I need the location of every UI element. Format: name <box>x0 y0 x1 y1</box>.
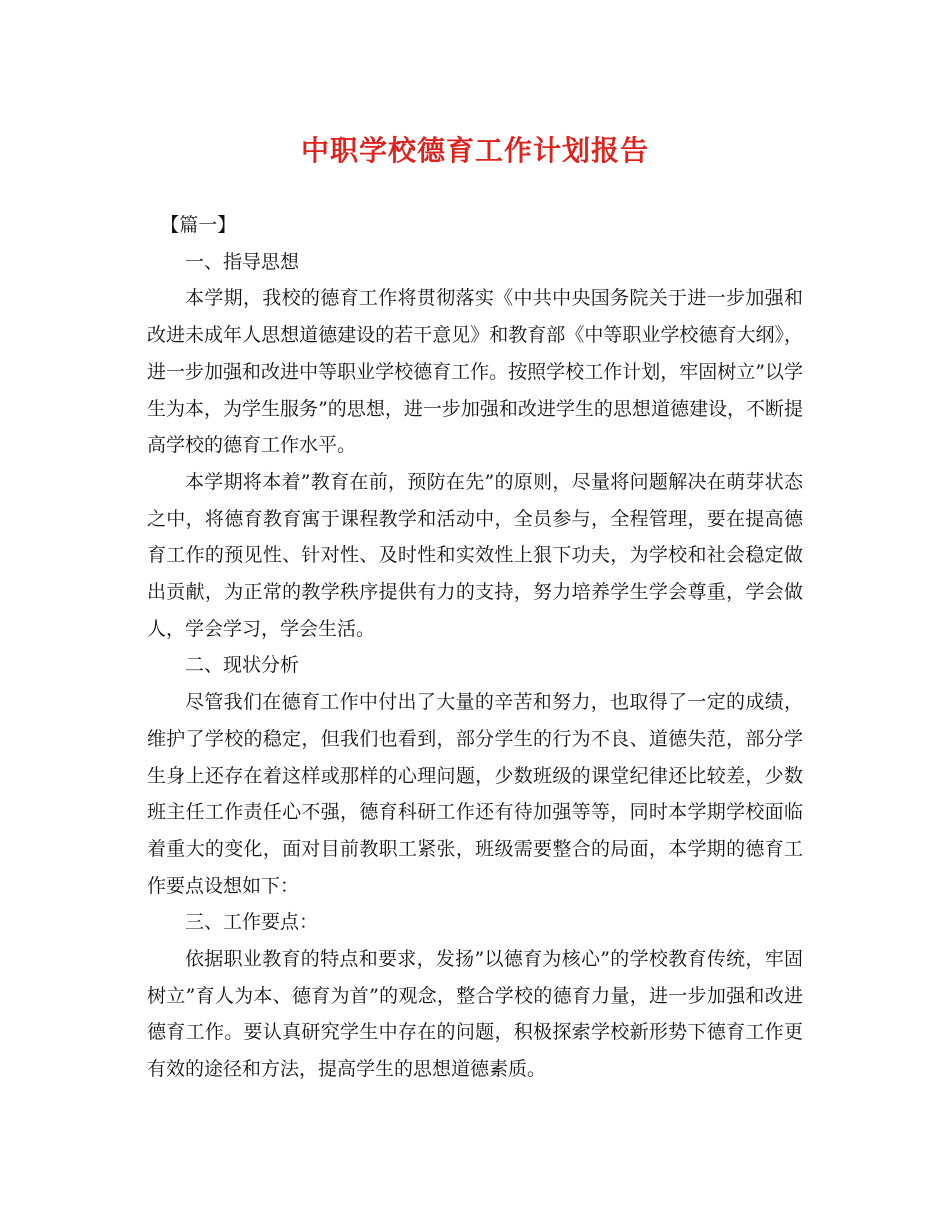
section-heading-status-analysis: 二、现状分析 <box>185 654 300 677</box>
paragraph: 依据职业教育的特点和要求，发扬”以德育为核心”的学校教育传统，牢固树立”育人为本、德育为首”的观念，整合学校的德育力量，进一步加强和改进德育工作。要认真研究学生中存在的问题，积极探索学校新形势下德育工作更有效的途径和方法，提高学生的思想道德素质。 <box>147 948 803 1081</box>
document-title: 中职学校德育工作计划报告 <box>300 134 649 167</box>
paragraph: 尽管我们在德育工作中付出了大量的辛苦和努力，也取得了一定的成绩，维护了学校的稳定，但我们也看到，部分学生的行为不良、道德失范，部分学生身上还存在着这样或那样的心理问题，少数班级的课堂纪律还比较差，少数班主任工作责任心不强，德育科研工作还有待加强等等，同时本学期学校面临着重大的变化，面对目前教职工紧张，班级需要整合的局面，本学期的德育工作要点设想如下： <box>147 691 803 897</box>
part-label: 【篇一】 <box>160 214 237 236</box>
document-body <box>147 207 803 1088</box>
paragraph: 本学期，我校的德育工作将贯彻落实《中共中央国务院关于进一步加强和改进未成年人思想道德建设的若干意见》和教育部《中等职业学校德育大纲》，进一步加强和改进中等职业学校德育工作。按照学校工作计划，牢固树立”以学生为本，为学生服务”的思想，进一步加强和改进学生的思想道德建设，不断提高学校的德育工作水平。 <box>147 287 803 457</box>
section-heading-work-points: 三、工作要点： <box>185 911 319 934</box>
section-heading-guiding-ideology: 一、指导思想 <box>185 250 300 273</box>
paragraph: 本学期将本着”教育在前，预防在先”的原则，尽量将问题解决在萌芽状态之中，将德育教育寓于课程教学和活动中，全员参与，全程管理，要在提高德育工作的预见性、针对性、及时性和实效性上狠下功夫，为学校和社会稳定做出贡献，为正常的教学秩序提供有力的支持，努力培养学生学会尊重，学会做人，学会学习，学会生活。 <box>147 470 803 640</box>
